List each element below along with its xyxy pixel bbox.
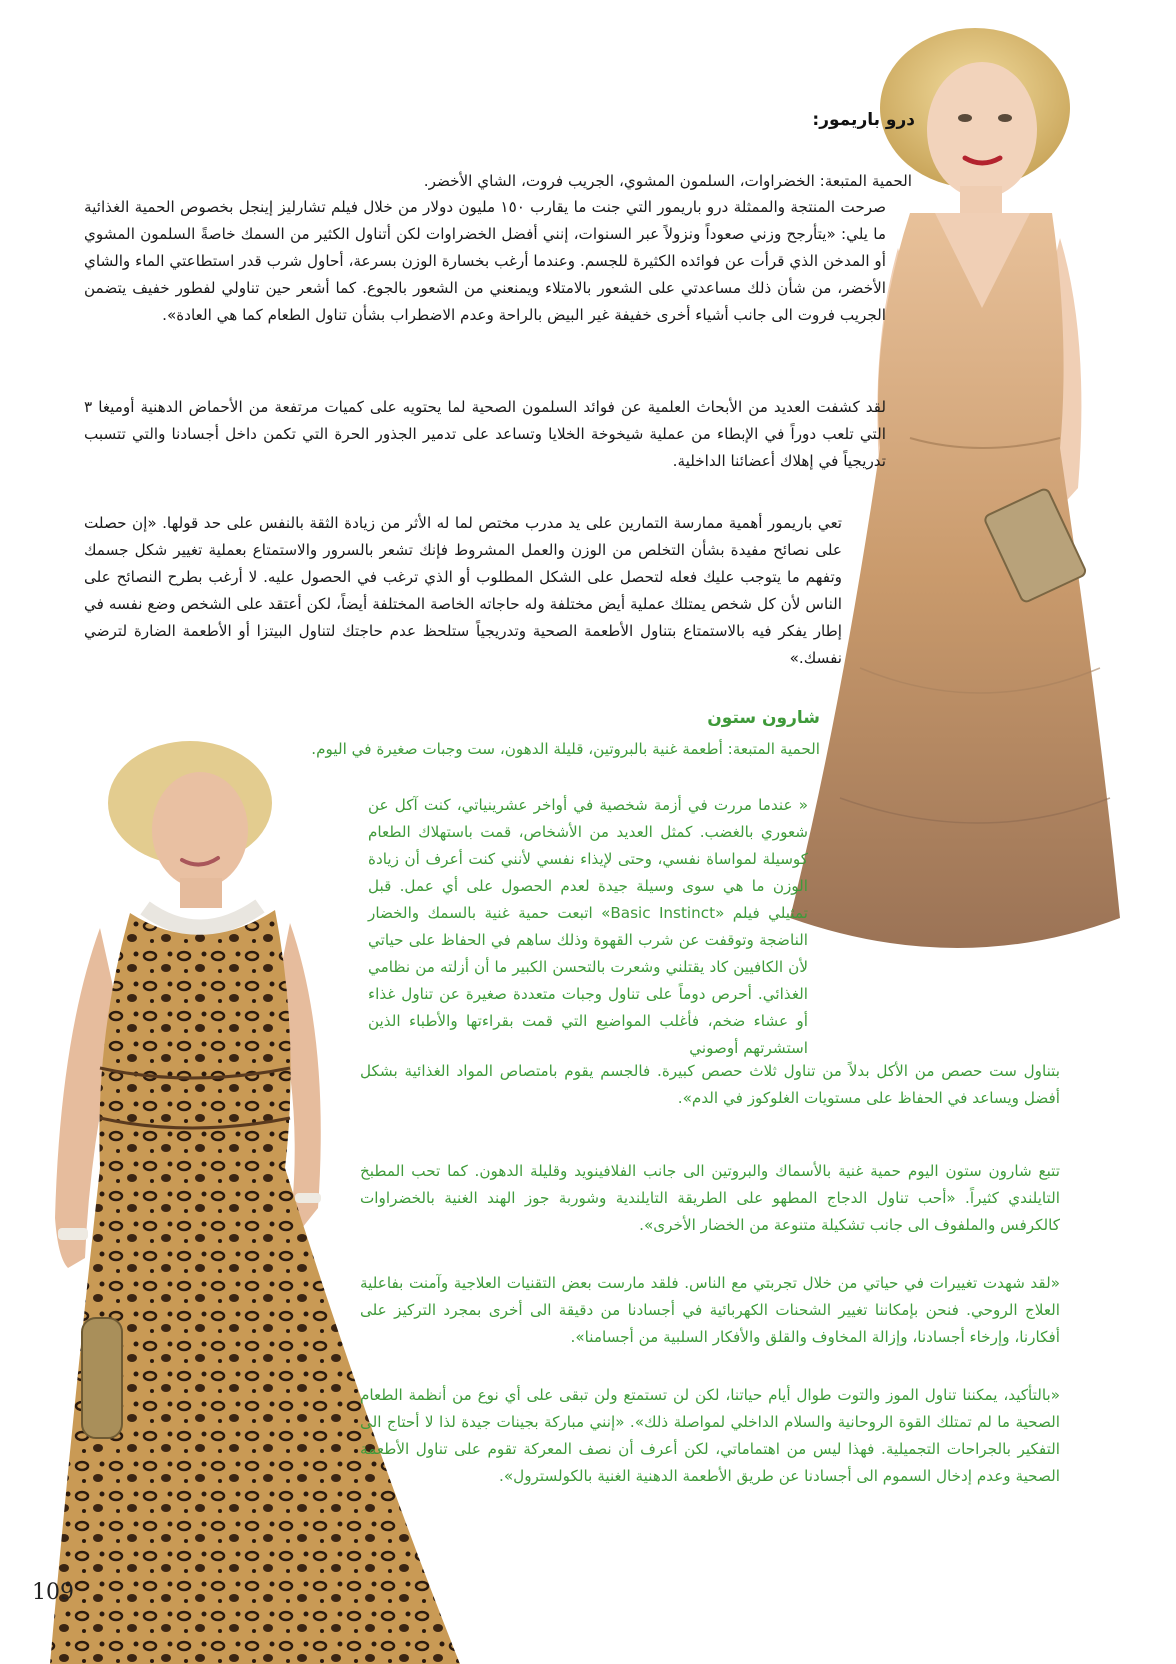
sharon-paragraph-1: « عندما مررت في أزمة شخصية في أواخر عشرينياتي، كنت آكل عن شعوري بالغضب. كمثل العديد من الأشخاص، قمت باستهلاك الطعام كوسيلة لمواساة نفسي، وحتى لإيذاء نفسي لأنني كنت أعرف أن زيادة الوزن ما هي سوى وسيلة جيدة لعدم الحصول على أي عمل. قبل تمثيلي فيلم «Basic Instinct» اتبعت حمية غنية بالسمك والخضار الناضجة وتوقفت عن شرب القهوة وذلك ساهم في الحفاظ على حياتي لأن الكافيين كاد يقتلني وشعرت بالتحسن الكبير ما أن أزلته من نظامي الغذائي. أحرص دوماً على تناول وجبات متعددة صغيرة عن تناول غذاء أو عشاء ضخم، فأغلب المواضيع التي قمت بقراءتها والأطباء الذين استشرتهم أوصوني bbox=[368, 796, 808, 1057]
sharon-stone-heading: شارون ستون bbox=[707, 708, 820, 728]
sharon-paragraph-3: تتبع شارون ستون اليوم حمية غنية بالأسماك والبروتين الى جانب الفلافينويد وقليلة الدهون. كما تحب المطبخ التايلندي كثيراً. «أحب تناول الدجاج المطهو على الطريقة التايلندية وشوربة جوز الهند الغنية بالخضراوات كالكرفس والملفوف الى جانب تشكيلة متنوعة من الخضار الأخرى». bbox=[360, 1162, 1060, 1234]
drew-paragraph-3: تعي باريمور أهمية ممارسة التمارين على يد مدرب مختص لما له الأثر من زيادة الثقة بالنفس على حد قولها. «إن حصلت على نصائح مفيدة بشأن التخلص من الوزن والعمل المشروط فإنك تشعر بالسرور والاستمتاع بعملية تغيير شكل جسمك وتفهم ما يتوجب عليك فعله لتحصل على الشكل المطلوب أو الذي ترغب في الحصول عليه. لا أرغب بطرح النصائح على الناس لأن كل شخص يمتلك عملية أيض مختلفة وله حاجاته الخاصة المختلفة أيضاً، لكن أعتقد على الشخص وضع نفسه في إطار يفكر فيه بالاستمتاع بتناول الأطعمة الصحية وتدريجياً ستلحظ عدم حاجتك لتناول البيتزا أو الأطعمة الضارة لترضي نفسك.» bbox=[84, 514, 842, 667]
drew-paragraph-2: لقد كشفت العديد من الأبحاث العلمية عن فوائد السلمون الصحية لما يحتويه على كميات مرتفعة من الأحماض الدهنية أوميغا ٣ التي تلعب دوراً في الإبطاء من عملية شيخوخة الخلايا وتساعد على تدمير الجذور الحرة التي تكمن داخل أجسادنا والتي تتسبب تدريجياً في إهلاك أعضائنا الداخلية. bbox=[84, 398, 886, 470]
drew-barrymore-heading: درو باريمور: bbox=[812, 110, 915, 130]
page-number: 109 bbox=[32, 1580, 74, 1605]
drew-paragraph-1: صرحت المنتجة والممثلة درو باريمور التي جنت ما يقارب ١٥٠ مليون دولار من خلال فيلم تشارليز إينجل بخصوص الحمية الغذائية ما يلي: «يتأرجح وزني صعوداً ونزولاً عبر السنوات، إنني أفضل الخضراوات لكن أتناول الكثير من السمك خاصةً السلمون المشوي أو المدخن الذي قرأت عن فوائده الكثيرة للجسم. وعندما أرغب بخسارة الوزن بسرعة، أحاول شرب قدر استطاعتي الماء والشاي الأخضر، من شأن ذلك مساعدتي على الشعور بالامتلاء ويمنعني من الشعور بالجوع. كما أشعر حين تناولي لفطور خفيف يتضمن الجريب فروت الى جانب أشياء أخرى خفيفة غير البيض بالراحة وعدم الاضطراب بشأن تناول الطعام كما هي العادة». bbox=[84, 198, 886, 324]
drew-diet-line: الحمية المتبعة: الخضراوات، السلمون المشوي، الجريب فروت، الشاي الأخضر. bbox=[423, 172, 912, 190]
sharon-diet-line: الحمية المتبعة: أطعمة غنية بالبروتين، قليلة الدهون، ست وجبات صغيرة في اليوم. bbox=[311, 740, 820, 758]
sharon-paragraph-4: «لقد شهدت تغييرات في حياتي من خلال تجربتي مع الناس. فلقد مارست بعض التقنيات العلاجية وآمنت بفاعلية العلاج الروحي. فنحن بإمكاننا تغيير الشحنات الكهربائية في أجسادنا من دقيقة الى أخرى بمجرد التركيز على أفكارنا، وإرخاء أجسادنا، وإزالة المخاوف والقلق والأفكار السلبية من أجسامنا». bbox=[360, 1274, 1060, 1346]
sharon-paragraph-2: بتناول ست حصص من الأكل بدلاً من تناول ثلاث حصص كبيرة. فالجسم يقوم بامتصاص المواد الغذائية بشكل أفضل ويساعد في الحفاظ على مستويات الغلوكوز في الدم». bbox=[360, 1062, 1060, 1107]
drew-barrymore-photo bbox=[760, 18, 1160, 988]
sharon-paragraph-5: «بالتأكيد، يمكننا تناول الموز والتوت طوال أيام حياتنا، لكن لن تستمتع ولن تبقى على أي نوع من أنظمة الطعام الصحية ما لم تمتلك القوة الروحانية والسلام الداخلي لمواصلة ذلك». «إنني مباركة بجينات جيدة لذا لا أحتاج الى التفكير بالجراحات التجميلية. فهذا ليس من اهتماماتي، لكن أعرف أن نصف المعركة تقوم على تناول الأطعمة الصحية وعدم إدخال السموم الى أجسادنا عن طريق الأطعمة الدهنية الغنية بالكولسترول». bbox=[360, 1386, 1060, 1485]
